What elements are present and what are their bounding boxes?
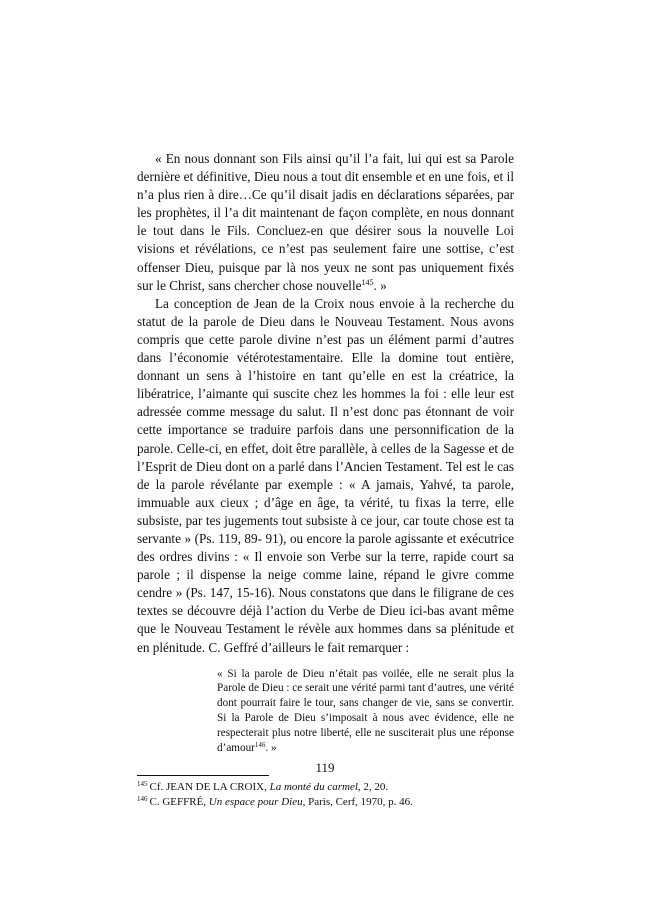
paragraph-conception: La conception de Jean de la Croix nous envoie à la recherche du statut de la parole de Dieu dans le Nouveau Testament. Nous avons compris que cette parole divine n’est pas un élément parmi d’autres dans l’économie vétérotestamentaire. Elle la domine tout entière, donnant un sens à l’histoire en tant qu’elle en est la créatrice, la libératrice, l’aimante qui suscite chez les hommes la foi : elle leur est adressée comme message du salut. Il n’est donc pas étonnant de voir cette importance se traduire parfois dans une personnification de la parole. Celle-ci, en effet, doit être parallèle, à celles de la Sagesse et de l’Esprit de Dieu dont on a parlé dans l’Ancien Testament. Tel est le cas de la parole révélante par exemple : « A jamais, Yahvé, ta parole, immuable aux cieux ; d’âge en âge, ta vérité, tu fixas la terre, elle subsiste, par tes jugements tout subsiste à ce jour, car toute chose est ta servante » (Ps. 119, 89- 91), ou encore la parole agissante et exécutrice des ordres divins : « Il envoie son Verbe sur la terre, rapide court sa parole ; il dispense la neige comme laine, répand le givre comme cendre » (Ps. 147, 15-16). Nous constatons que dans le filigrane de ces textes se découvre déjà l’action du Verbe de Dieu ici-bas avant même que le Nouveau Testament le révèle aux hommes dans sa plénitude et en plénitude. C. Geffré d’ailleurs le fait remarquer : [137,295,514,655]
block-quote-geffre: « Si la parole de Dieu n’était pas voilée, elle ne serait plus la Parole de Dieu : ce serait une vérité parmi tant d’autres, une vérité dont pourrait faire le tour, sans changer de vie, sans se convertir. Si la Parole de Dieu s’imposait à nous avec évidence, elle ne respecterait plus notre liberté, elle ne susciterait plus une réponse d’amour$^{146}$. » [217,667,514,754]
footnote-ref-146[interactable]: 146 [254,740,266,749]
book-page [137,150,514,810]
footnote-145: $^{145}$ Cf. JEAN DE LA CROIX, La monté du carmel, 2, 20. [137,780,389,794]
footnotes [137,780,514,809]
paragraph-quote-jean-de-la-croix: « En nous donnant son Fils ainsi qu’il l’a fait, lui qui est sa Parole dernière et définitive, Dieu nous a tout dit ensemble et en une fois, et il n’a plus rien à dire…Ce qu’il disait jadis en déclarations séparées, par les prophètes, il l’a dit maintenant de façon complète, en nous donnant le tout dans le Fils. Concluez-en que désirer sous la nouvelle Loi visions et révélations, ce n’est pas seulement faire une sottise, c’est offenser Dieu, puisque par là nos yeux ne sont pas uniquement fixés sur le Christ, sans chercher chose nouvelle$^{145}$. » [137,151,514,293]
body-text [137,150,514,657]
footnote-ref-145[interactable]: 145 [361,277,374,287]
footnote-146: $^{146}$ C. GEFFRÉ, Un espace pour Dieu, Paris, Cerf, 1970, p. 46. [137,795,413,808]
footnote-title: La monté du carmel [269,781,358,794]
footnote-title: Un espace pour Dieu [208,796,303,808]
page-number: 119 [315,760,335,775]
